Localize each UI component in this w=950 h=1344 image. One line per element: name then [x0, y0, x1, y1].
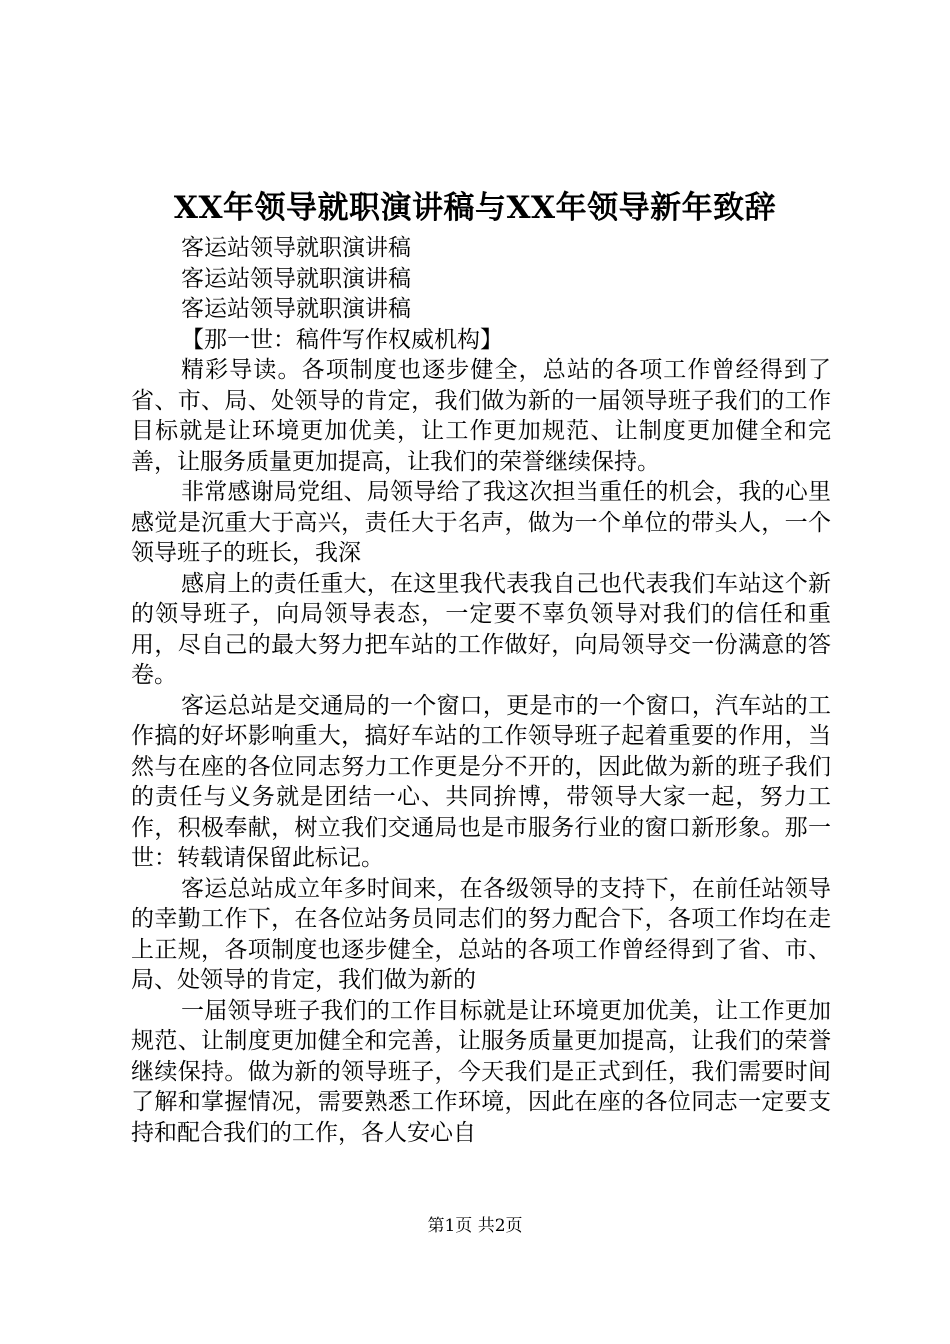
body-paragraph: 一届领导班子我们的工作目标就是让环境更加优美，让工作更加规范、让制度更加健全和完善，让服务质量更加提高，让我们的荣誉继续保持。做为新的领导班子，今天我们是正式到任，我们需要时间了解和掌握情况，需要熟悉工作环境，因此在座的各位同志一定要支持和配合我们的工作，各人安心自 — [131, 997, 831, 1146]
body-paragraph: 客运总站成立年多时间来，在各级领导的支持下，在前任站领导的幸勤工作下，在各位站务员同志们的努力配合下，各项工作均在走上正规，各项制度也逐步健全，总站的各项工作曾经得到了省、市、局、处领导的肯定，我们做为新的 — [131, 875, 831, 993]
source-line: 【那一世：稿件写作权威机构】 — [181, 326, 503, 353]
document-body — [131, 233, 831, 1148]
subtitle-line: 客运站领导就职演讲稿 — [181, 296, 411, 322]
document-title: XX年领导就职演讲稿与XX年领导新年致辞 — [173, 190, 777, 226]
body-paragraph: 非常感谢局党组、局领导给了我这次担当重任的机会，我的心里感觉是沉重大于高兴，责任大于名声，做为一个单位的带头人，一个领导班子的班长，我深 — [131, 479, 831, 566]
body-paragraph: 精彩导读。各项制度也逐步健全，总站的各项工作曾经得到了省、市、局、处领导的肯定，我们做为新的一届领导班子我们的工作目标就是让环境更加优美，让工作更加规范、让制度更加健全和完善，让服务质量更加提高，让我们的荣誉继续保持。 — [131, 357, 831, 475]
page-footer: 第1页 共2页 — [427, 1216, 523, 1236]
body-paragraph: 感肩上的责任重大，在这里我代表我自己也代表我们车站这个新的领导班子，向局领导表态，一定要不辜负领导对我们的信任和重用，尽自己的最大努力把车站的工作做好，向局领导交一份满意的答卷。 — [131, 570, 831, 688]
body-paragraph: 客运总站是交通局的一个窗口，更是市的一个窗口，汽车站的工作搞的好坏影响重大，搞好车站的工作领导班子起着重要的作用，当然与在座的各位同志努力工作更是分不开的，因此做为新的班子我们的责任与义务就是团结一心、共同拚博，带领导大家一起，努力工作，积极奉献，树立我们交通局也是市服务行业的窗口新形象。那一世：转载请保留此标记。 — [131, 692, 831, 871]
subtitle-line: 客运站领导就职演讲稿 — [181, 265, 411, 292]
subtitle-line: 客运站领导就职演讲稿 — [181, 235, 411, 261]
